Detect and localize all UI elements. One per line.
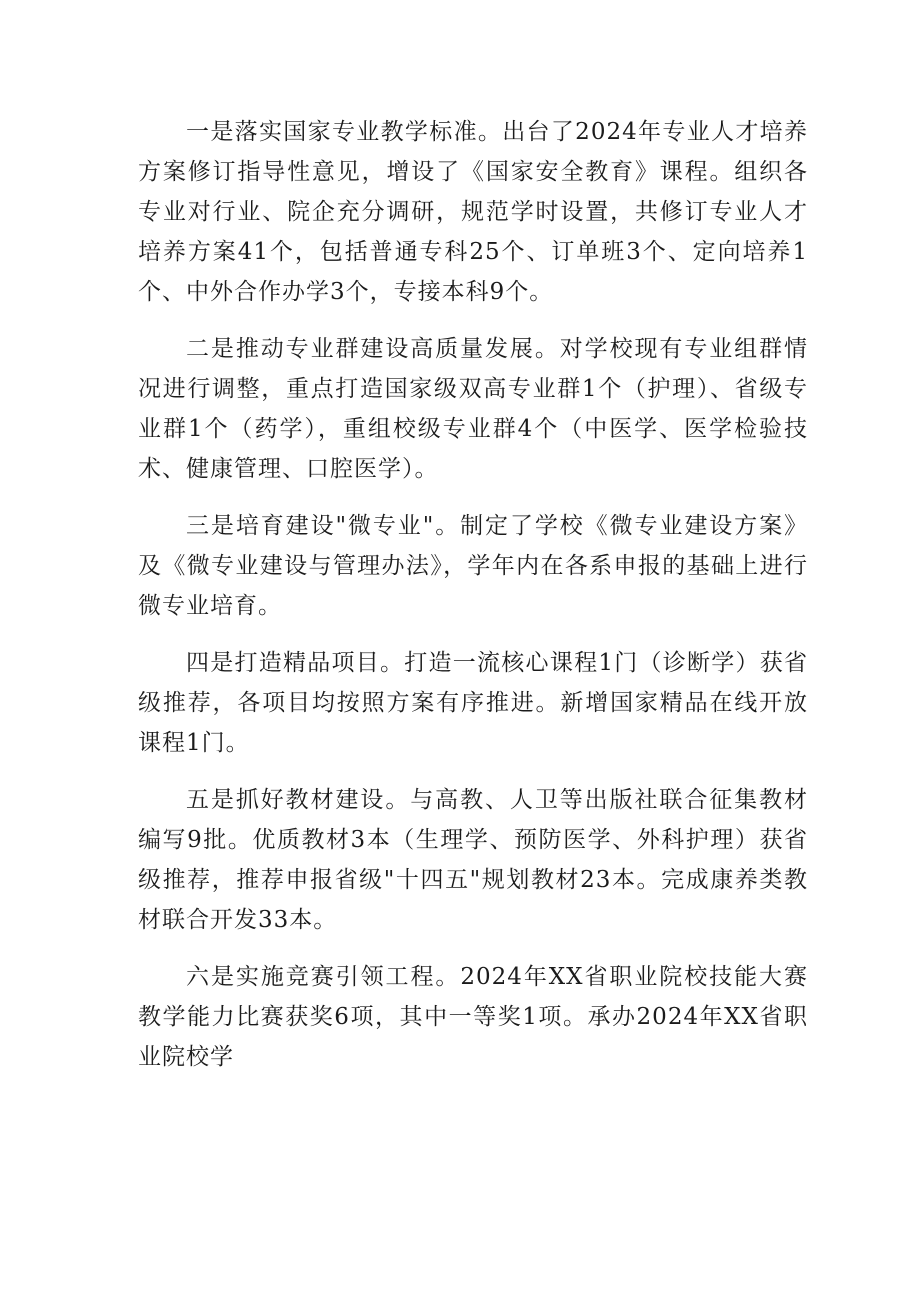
paragraph-specialty-clusters: 二是推动专业群建设高质量发展。对学校现有专业组群情况进行调整，重点打造国家级双高专业群1个（护理）、省级专业群1个（药学），重组校级专业群4个（中医学、医学检验技术、健康管理、口腔医学）。 [138,336,808,482]
paragraph-curriculum-standards: 一是落实国家专业教学标准。出台了2024年专业人才培养方案修订指导性意见，增设了《国家安全教育》课程。组织各专业对行业、院企充分调研，规范学时设置，共修订专业人才培养方案41个，包括普通专科25个、订单班3个、定向培养1个、中外合作办学3个，专接本科9个。 [138,119,808,305]
paragraph-micro-specialty: 三是培育建设"微专业"。制定了学校《微专业建设方案》及《微专业建设与管理办法》，学年内在各系申报的基础上进行微专业培育。 [138,513,808,619]
paragraph-quality-projects: 四是打造精品项目。打造一流核心课程1门（诊断学）获省级推荐，各项目均按照方案有序推进。新增国家精品在线开放课程1门。 [138,650,808,756]
paragraph-competitions: 六是实施竞赛引领工程。2024年XX省职业院校技能大赛教学能力比赛获奖6项，其中一等奖1项。承办2024年XX省职业院校学 [138,964,808,1070]
paragraph-textbooks: 五是抓好教材建设。与高教、人卫等出版社联合征集教材编写9批。优质教材3本（生理学、预防医学、外科护理）获省级推荐，推荐申报省级"十四五"规划教材23本。完成康养类教材联合开发33本。 [138,787,808,933]
